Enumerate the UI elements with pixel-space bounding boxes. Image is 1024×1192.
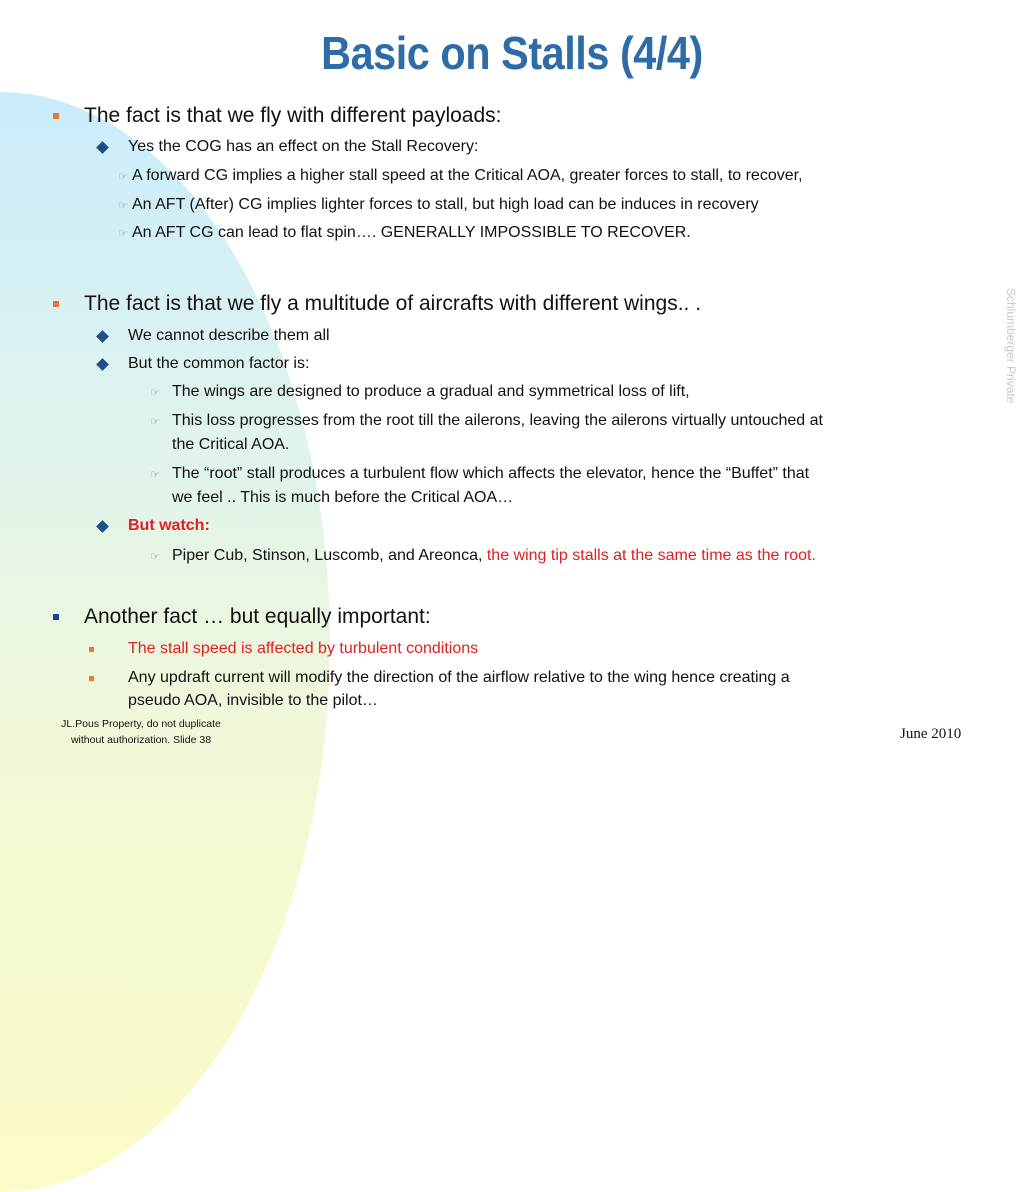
pointing-hand-icon: ☞ — [150, 467, 160, 481]
diamond-bullet-icon — [96, 353, 108, 375]
square-bullet-icon — [44, 103, 68, 129]
section2-item-row — [148, 462, 809, 486]
section2-item-row — [148, 380, 690, 404]
section2-item: The wings are designed to produce a gradual and symmetrical loss of lift, — [172, 383, 690, 400]
footer-line: JL.Pous Property, do not duplicate — [61, 718, 221, 730]
section2-watch-item — [172, 544, 816, 568]
square-bullet-icon — [44, 604, 68, 630]
footer-date: June 2010 — [900, 726, 962, 742]
section3-item-row — [84, 667, 790, 689]
slide-title: Basic on Stalls (4/4) — [321, 27, 703, 79]
section1-item-row — [116, 165, 803, 187]
square-bullet-icon — [84, 667, 98, 689]
footer-copyright — [36, 716, 246, 748]
section2-watch-row — [96, 515, 210, 537]
section2-watch-item-row — [148, 544, 816, 568]
section1-heading: The fact is that we fly with different payloads: — [84, 104, 502, 127]
section2-sub-row — [96, 325, 330, 347]
section2-item-row — [148, 409, 823, 433]
section2-sub-row — [96, 353, 309, 375]
section2-item-continuation — [172, 433, 289, 457]
section1-item-row — [116, 194, 759, 216]
section1-heading-row — [44, 103, 502, 129]
section2-heading-row — [44, 291, 701, 317]
pointing-hand-icon: ☞ — [118, 198, 128, 212]
section3-item-continuation — [128, 690, 378, 712]
section2-sub: But the common factor is: — [128, 355, 310, 372]
pointing-hand-icon: ☞ — [118, 226, 128, 240]
section1-item: A forward CG implies a higher stall speed at the Critical AOA, greater forces to stall, to recover, — [132, 167, 803, 184]
section2-item-continuation — [172, 486, 513, 510]
pointing-hand-icon: ☞ — [118, 169, 128, 183]
section3-item-red: The stall speed is affected by turbulent conditions — [128, 640, 479, 657]
section1-item: An AFT CG can lead to flat spin…. GENERALLY IMPOSSIBLE TO RECOVER. — [132, 224, 691, 241]
section3-item: pseudo AOA, invisible to the pilot… — [128, 692, 378, 709]
diamond-bullet-icon — [96, 136, 108, 158]
pointing-hand-icon: ☞ — [150, 385, 160, 399]
schlumberger-private-label: Schlumberger Private — [1004, 288, 1018, 404]
watch-item-red-text: the wing tip stalls at the same time as the root. — [486, 547, 816, 564]
section2-sub: We cannot describe them all — [128, 327, 330, 344]
section1-sub: Yes the COG has an effect on the Stall Recovery: — [128, 138, 479, 155]
section2-item: The “root” stall produces a turbulent flow which affects the elevator, hence the “Buffet” that — [172, 465, 810, 482]
watch-item-text: Piper Cub, Stinson, Luscomb, and Areonca, — [172, 547, 487, 564]
footer-line: without authorization. Slide 38 — [70, 734, 212, 746]
section2-item: we feel .. This is much before the Critical AOA… — [172, 489, 514, 506]
diamond-bullet-icon — [96, 515, 108, 537]
pointing-hand-icon: ☞ — [150, 549, 160, 563]
pointing-hand-icon: ☞ — [150, 414, 160, 428]
but-watch-label: But watch: — [128, 517, 210, 534]
section3-heading: Another fact … but equally important: — [84, 605, 431, 628]
square-bullet-icon — [84, 638, 98, 660]
section3-item: Any updraft current will modify the direction of the airflow relative to the wing hence creating a — [128, 669, 790, 686]
section3-item-row — [84, 638, 478, 660]
section1-sub-row — [96, 136, 478, 158]
square-bullet-icon — [44, 291, 68, 317]
section2-item: the Critical AOA. — [172, 436, 290, 453]
section3-heading-row — [44, 604, 431, 630]
diamond-bullet-icon — [96, 325, 108, 347]
section1-item: An AFT (After) CG implies lighter forces to stall, but high load can be induces in recovery — [132, 196, 759, 213]
section1-item-row — [116, 222, 691, 244]
section2-heading: The fact is that we fly a multitude of aircrafts with different wings.. . — [84, 292, 702, 315]
section2-item: This loss progresses from the root till the ailerons, leaving the ailerons virtually untouched at — [172, 412, 823, 429]
